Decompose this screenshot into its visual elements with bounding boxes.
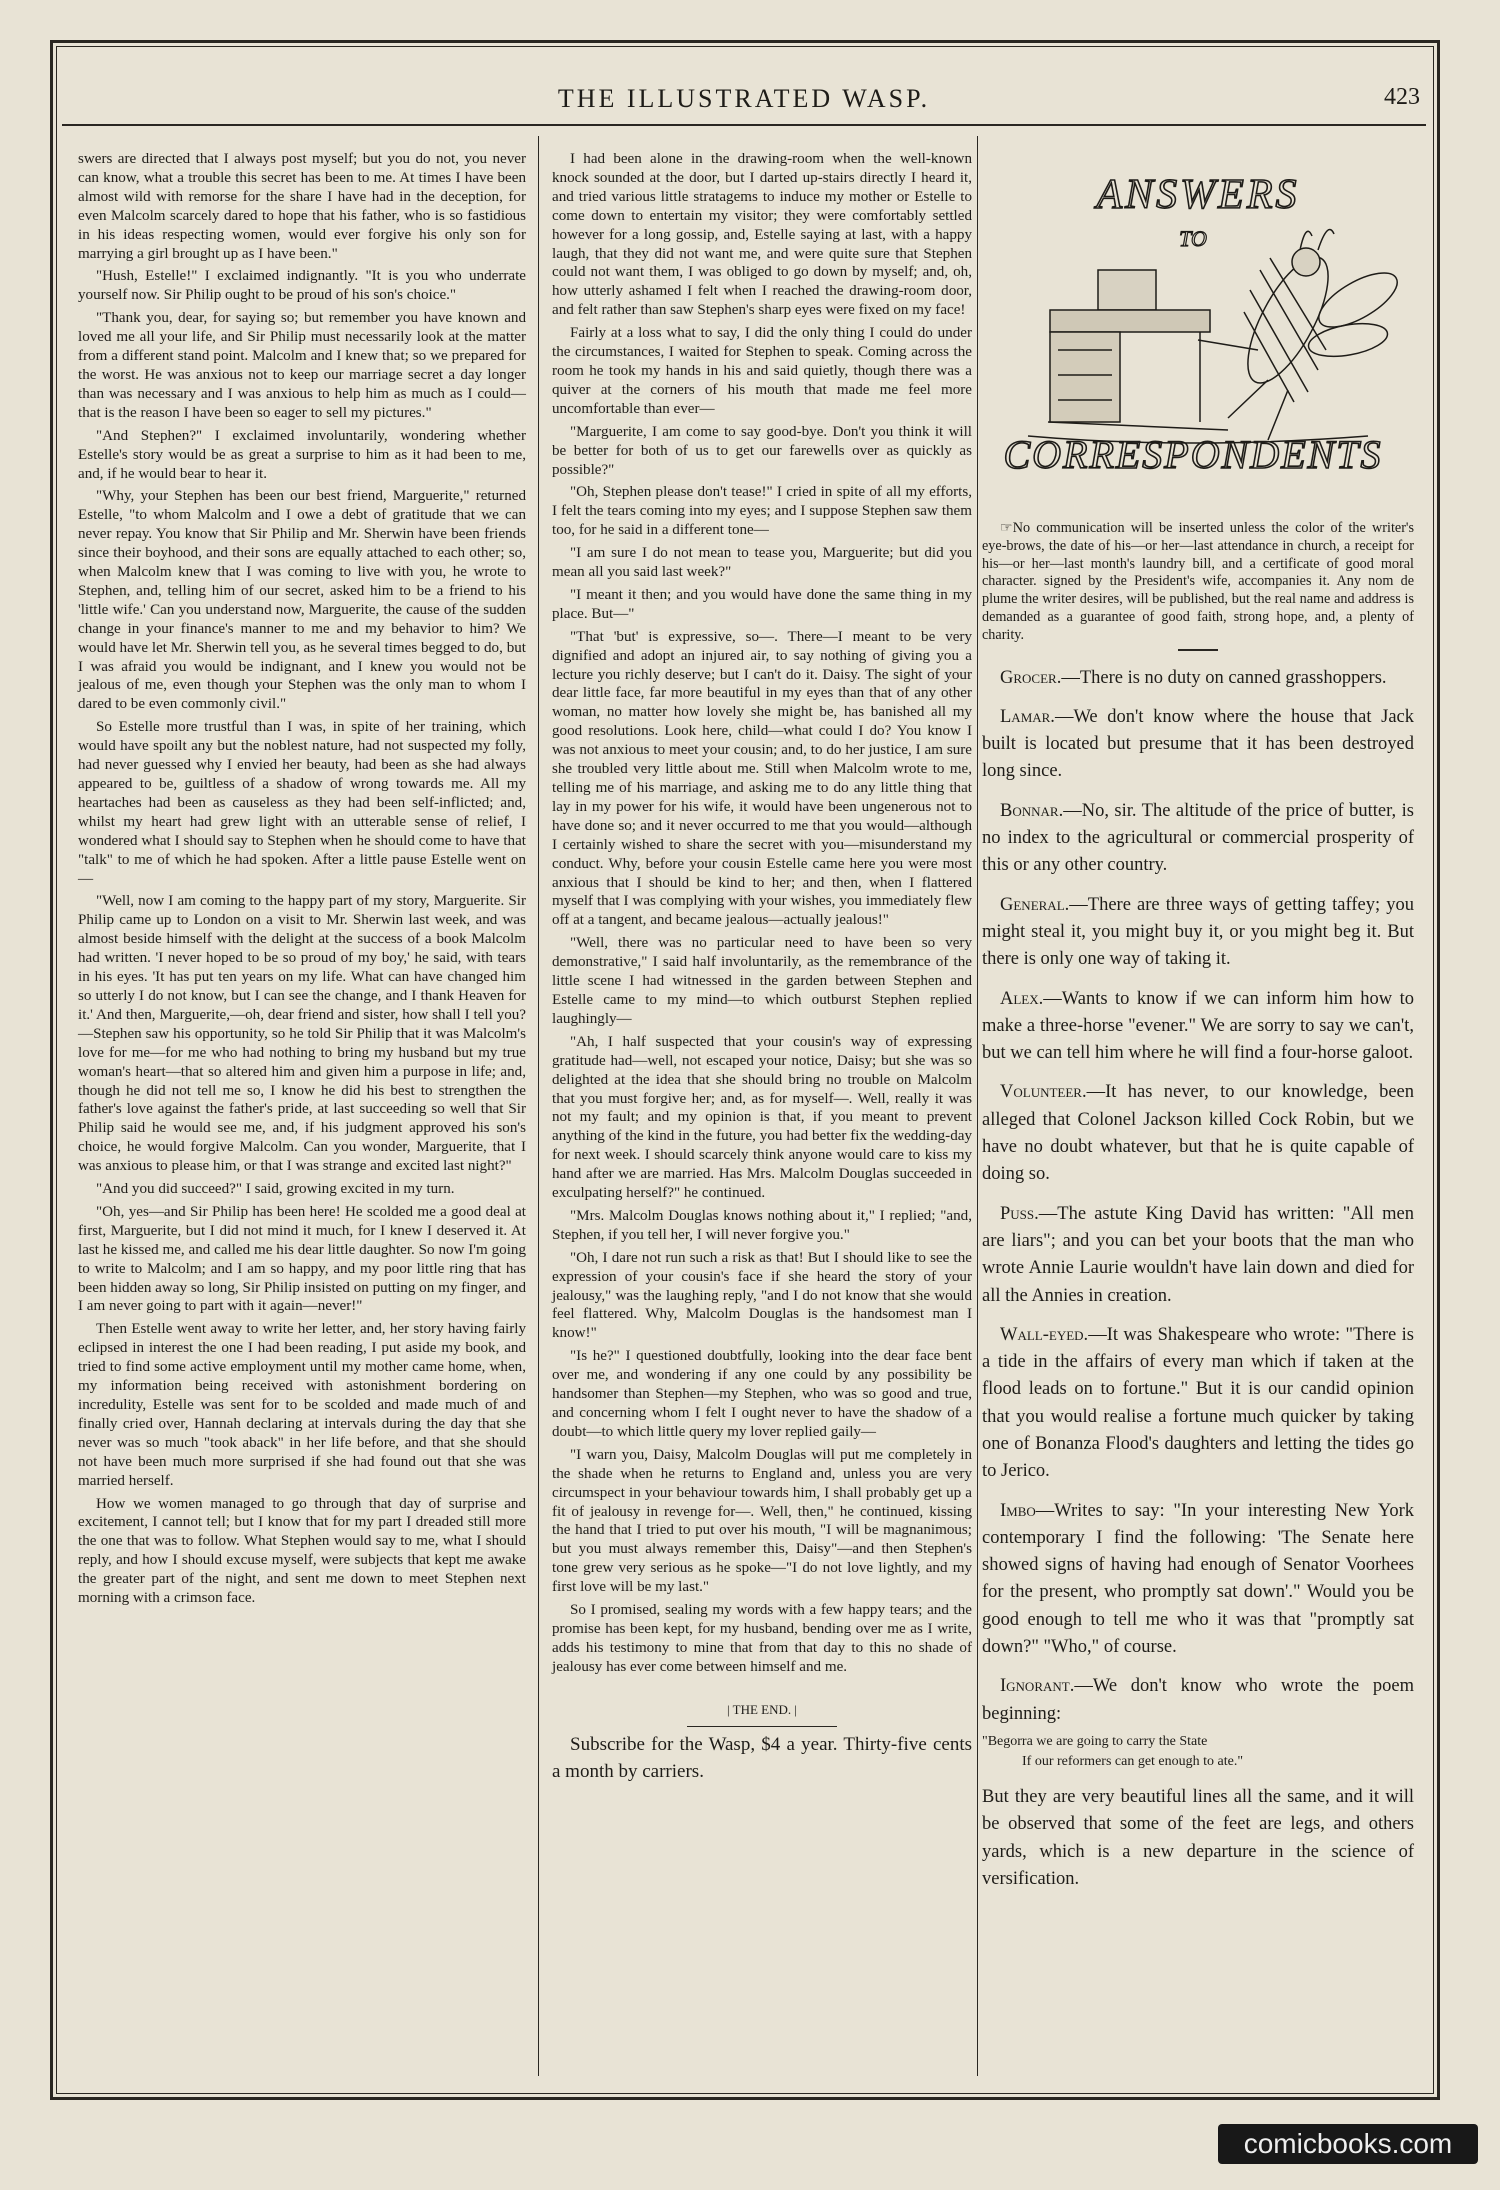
poem-line: "Begorra we are going to carry the State	[982, 1733, 1208, 1749]
poem-line: If our reformers can get enough to ate."	[1022, 1753, 1244, 1769]
answer-item	[982, 1079, 1414, 1188]
page-header	[62, 82, 1426, 126]
answer-text: —There are three ways of getting taffey; you might steal it, you might buy it, or you might beg it. But there is only one way of taking it.	[982, 894, 1414, 970]
answer-text: —The astute King David has written: "All men are liars"; and you can bet your boots that the man who wrote Annie Laurie wouldn't have lain down and died for all the Annies in creation.	[982, 1203, 1414, 1306]
answer-item	[982, 665, 1414, 692]
correspondent-name: Imbo	[1000, 1500, 1036, 1521]
story-column-left	[78, 150, 526, 1612]
site-watermark: comicbooks.com	[1218, 2124, 1478, 2164]
answer-text: —It was Shakespeare who wrote: "There is a tide in the affairs of every man which if taken at the flood leads on to fortune." But it is our candid opinion that you would realise a fortune much quicker by taking one of Bonanza Flood's daughters and letting the tides go to Jerico.	[982, 1324, 1414, 1482]
page-number: 423	[1384, 84, 1420, 110]
answer-text: —No, sir. The altitude of the price of butter, is no index to the agricultural or commercial prosperity of this or any other country.	[982, 800, 1414, 876]
correspondent-name: Lamar.	[1000, 706, 1055, 727]
answer-text: —Wants to know if we can inform him how to make a three-horse "evener." We are sorry to say we can't, but we can tell him where he will find a four-horse galoot.	[982, 988, 1414, 1064]
answer-text: —There is no duty on canned grasshoppers.	[1061, 667, 1387, 688]
wasp-at-desk-illustration	[988, 150, 1398, 510]
correspondent-name: General.	[1000, 894, 1070, 915]
answer-text: —We don't know who wrote the poem beginning:	[982, 1676, 1414, 1724]
story-column-middle	[552, 150, 972, 1789]
answer-item	[982, 892, 1414, 974]
answer-item	[982, 1498, 1414, 1662]
submission-policy-notice: ☞No communication will be inserted unless the color of the writer's eye-brows, the date of his—or her—last attendance in church, a receipt for his—or her—last month's laundry bill, and a certificate of good moral character. signed by the President's wife, accompanies it. Any nom de plume the writer desires, will be published, but the real name and address is demanded as a guarantee of good faith, strong hope, and, a plenty of charity.	[982, 520, 1414, 643]
correspondent-name: Puss.	[1000, 1203, 1039, 1224]
masthead-title: THE ILLUSTRATED WASP.	[557, 84, 931, 113]
paragraph: So Estelle more trustful than I was, in spite of her training, which would have spoilt any but the noblest nature, had not suspected my folly, had never guessed why I envied her beauty, had been as she had always appeared to be, guiltless of a shadow of wrong towards me. All my heartaches had been as causeless as they had been self-inflicted; and, whilst my heart had grew light with an utterable sense of relief, I wondered what I should say to Stephen when he should come to have that "talk" to me of which he had spoken. After a little pause Estelle went on—	[78, 719, 526, 887]
paragraph: "Ah, I half suspected that your cousin's way of expressing gratitude had—well, not escaped your notice, Daisy; but she was so delighted at the idea that she should bring no trouble on Malcolm that you must forgive her; and, as for myself—. Well, really it was not my fault; and my opinion is that, if you meant to prevent anything of the kind in the future, you had better fix the wedding-day for next week. I should scarcely think anyone would care to kiss my hand after we are married. Has Mrs. Malcolm Douglas succeeded in exculpating herself?" he continued.	[552, 1033, 972, 1202]
paragraph: So I promised, sealing my words with a few happy tears; and the promise has been kept, for my husband, bending over me as I write, adds his testimony to mine that from that day to this no shade of jealousy has ever come between himself and me.	[552, 1602, 972, 1675]
paragraph: "Why, your Stephen has been our best friend, Marguerite," returned Estelle, "to whom Malcolm and I owe a debt of gratitude that we can never repay. You know that Sir Philip and Mr. Sherwin have been friends since their boyhood, and their sons are equally attached to each other; so, when Malcolm knew that I was coming to live with you, he wrote to Stephen, and, telling him of our secret, asked him to be a friend to his 'little wife.' Can you understand now, Marguerite, the cause of the sudden change in your finance's manner to me and my behavior to him? We would have let Mr. Sherwin tell you, as he several times begged to do, but I was afraid you would be indignant, and I knew you would not be jealous of me, even though your Stephen was the only man to whom I dared to be even commonly civil."	[78, 488, 526, 713]
paragraph: "I warn you, Daisy, Malcolm Douglas will put me completely in the shade when he returns to England and, unless you are very circumspect in your behaviour towards him, I shall probably get up a fit of jealousy in revenge for—. Well, then," he continued, kissing the hand that I tried to put over his mouth, "I will be magnanimous; but you must always remember this, Daisy"—and then Stephen's tone grew very serious as he spoke—"I do not love lightly, and my first love will be my last."	[552, 1446, 972, 1596]
the-end-marker: | THE END. |	[727, 1701, 797, 1717]
paragraph: "I meant it then; and you would have done the same thing in my place. But—"	[552, 586, 972, 622]
answer-item	[982, 1673, 1414, 1728]
paragraph: "Is he?" I questioned doubtfully, looking into the dear face bent over me, and wondering if any one could by any possibility be handsomer than Stephen—my Stephen, who was so good and true, and concerning whom I felt I ought never to have the shadow of a doubt—to which little query my lover replied gaily—	[552, 1348, 972, 1440]
answer-text: —We don't know where the house that Jack built is located but presume that it has been destroyed long since.	[982, 706, 1414, 782]
paragraph: "Well, now I am coming to the happy part of my story, Marguerite. Sir Philip came up to London on a visit to Mr. Sherwin last week, and was almost beside himself with the delight at the success of a book Malcolm had written. 'I never hoped to be so proud of my boy,' he said, with tears in his eyes. 'It has put ten years on my life. What can have changed him so utterly I do not know, but I can see the change, and I thank Heaven for it.' And then, Marguerite,—oh, dear friend and sister, how shall I tell you?—Stephen saw his opportunity, so he told Sir Philip that it was Malcolm's love for me—for me who had nothing to bring my husband but my true woman's heart—that so altered him and given him a purpose in life; and, though he did not tell me so, I know he did his best to strengthen the father's love against the father's pride, at last succeeding so well that Sir Philip said he would see me, and, if his judgment approved his son's choice, he would forgive Malcolm. Can you wonder, Marguerite, that I was anxious to please him, or that I was strange and excited last night?"	[78, 893, 526, 1175]
paragraph: Then Estelle went away to write her letter, and, her story having fairly eclipsed in interest the one I had been reading, I put aside my book, and tried to find some active employment until my mother came home, when, my information being received with astonishment bordering on incredulity, Estelle was sent for to be scolded and made much of and finally cried over, Hannah declaring at intervals during the day that she never was so much "took aback" in her life before, and that she should not have been much more surprised if she had found out that she was married herself.	[78, 1321, 526, 1489]
word-correspondents: CORRESPONDENTS	[1003, 432, 1383, 477]
paragraph: "Mrs. Malcolm Douglas knows nothing about it," I replied; "and, Stephen, if you tell her, I will never forgive you."	[552, 1207, 972, 1243]
paragraph: "Oh, I dare not run such a risk as that! But I should like to see the expression of your cousin's face if she heard the story of your jealousy," was the laughing reply, "and I do not know that she would feel flattered. Why, Malcolm Douglas is the handsomest man I know!"	[552, 1249, 972, 1342]
answer-item	[982, 986, 1414, 1068]
paragraph: "Oh, Stephen please don't tease!" I cried in spite of all my efforts, I felt the tears coming into my eyes; and I suppose Stephen saw them too, for he said in a different tone—	[552, 484, 972, 539]
correspondent-name: Ignorant.	[1000, 1676, 1075, 1697]
paragraph: "Thank you, dear, for saying so; but remember you have known and loved me all your life, and Sir Philip must necessarily look at the matter from a different stand point. Malcolm and I knew that; so we prepared for the worst. He was anxious not to keep our marriage secret a day longer than was necessary and I was anxious to help him as much as I could—that is the reason I have been so eager to sell my pictures."	[78, 310, 526, 421]
paragraph: "That 'but' is expressive, so—. There—I meant to be very dignified and adopt an injured air, to say nothing of giving you a lecture you richly deserve; but I can't do it. Daisy. The sight of your dear little face, far more beautiful in my eyes than that of any other woman, no matter how lovely she might be, has banished all my good resolutions. Look here, child—what could I do? You know I was not anxious to meet your cousin; and, to do her justice, I am sure she troubled very little about me. Still when Malcolm wrote to me, telling me of his marriage, and asking me to do any little thing that lay in my power for his wife, it would have been ungenerous not to have done so; and it never occurred to me that you would—although I certainly wished to share the secret with you—misunderstand my conduct. Why, before your cousin Estelle came here you were most anxious that I should be kind to her; and then, when I flattered myself that I was complying with your wishes, you immediately flew off at a tangent, and became jealous—actually jealous!"	[552, 628, 972, 929]
answers-to-correspondents-illustration	[988, 150, 1398, 510]
paragraph: swers are directed that I always post myself; but you do not, you never can know, what a trouble this secret has been to me. At times I have been almost wild with remorse for the share I have had in the deception, for even Malcolm scarcely dared to hope that his father, who is so fastidious in his ideas respecting women, would ever forgive his only son for marrying a girl brought up as I have been."	[78, 151, 526, 262]
paragraph: "And you did succeed?" I said, growing excited in my turn.	[96, 1181, 455, 1198]
correspondent-name: Volunteer.	[1000, 1082, 1087, 1103]
paragraph: "Hush, Estelle!" I exclaimed indignantly. "It is you who underrate yourself now. Sir Philip ought to be proud of his son's choice."	[78, 268, 526, 304]
paragraph: "Oh, yes—and Sir Philip has been here! He scolded me a good deal at first, Marguerite, but I did not mind it much, for I knew I deserved it. At last he kissed me, and called me his dear little daughter. So now I'm going to write to Malcolm; and I am so happy, and my poor little ring that has been hidden away so long, Sir Philip insisted on putting on my finger, and I am never going to part with it again—never!"	[78, 1203, 526, 1315]
column-rule	[977, 136, 978, 2076]
answer-item	[982, 1322, 1414, 1486]
closing-paragraph: But they are very beautiful lines all the same, and it will be observed that some of the feet are legs, and others yards, which is a new departure in the science of versification.	[982, 1786, 1414, 1889]
divider	[1178, 649, 1218, 651]
answer-item	[982, 798, 1414, 880]
word-to: TO	[1179, 226, 1207, 251]
paragraph: "I am sure I do not mean to tease you, Marguerite; but did you mean all you said last week?"	[552, 545, 972, 581]
subscription-notice: Subscribe for the Wasp, $4 a year. Thirty-five cents a month by carriers.	[552, 1733, 972, 1782]
answer-item	[982, 1201, 1414, 1310]
answers-list	[982, 665, 1414, 1894]
paragraph: "Marguerite, I am come to say good-bye. Don't you think it will be better for both of us to get our farewells over as quickly as possible?"	[552, 423, 972, 478]
correspondent-name: Wall-eyed.	[1000, 1324, 1089, 1345]
wasp-figure	[1198, 230, 1398, 440]
paragraph: "Well, there was no particular need to have been so very demonstrative," I said half involuntarily, as the remembrance of the little scene I had witnessed in the garden between Stephen and Estelle came to my mind—to which outburst Stephen replied laughingly—	[552, 935, 972, 1027]
paragraph: How we women managed to go through that day of surprise and excitement, I cannot tell; but I know that for my part I dreaded still more the one that was to follow. What Stephen would say to me, what I should reply, and how I should excuse myself, were subjects that kept me awake the greater part of the night, and sent me down to meet Stephen next morning with a crimson face.	[78, 1495, 526, 1607]
answer-text: —Writes to say: "In your interesting New York contemporary I find the following: 'The Senate here showed signs of having had enough of Senator Voorhees for the present, who promptly sat down'." Would you be good enough to tell me who it was that "promptly sat down?" "Who," of course.	[982, 1500, 1414, 1658]
correspondent-name: Alex.	[1000, 988, 1044, 1009]
paragraph: "And Stephen?" I exclaimed involuntarily, wondering whether Estelle's story would be as great a surprise to him as it had been to me, and, if he would bear to hear it.	[78, 427, 526, 482]
correspondent-name: Grocer.	[1000, 667, 1062, 688]
paragraph: Fairly at a loss what to say, I did the only thing I could do under the circumstances, I waited for Stephen to speak. Coming across the room he took my hands in his and said quietly, though there was a quiver at the corners of his mouth that made me feel more uncomfortable than ever—	[552, 325, 972, 417]
divider	[687, 1726, 837, 1727]
paragraph: I had been alone in the drawing-room when the well-known knock sounded at the door, but I darted up-stairs directly I heard it, and tried various little stratagems to induce my mother or Estelle to come down to entertain my visitor; they were comfortably settled however for a long gossip, and, Estelle saying at last, with a happy laugh, that they did not want me, and were quite sure that Stephen could not want them, I was obliged to go down by myself; and, oh, how utterly ashamed I felt when I reached the drawing-room door, and felt rather than saw Stephen's sharp eyes were fixed on my face!	[552, 151, 972, 319]
word-answers: ANSWERS	[1096, 172, 1300, 218]
answer-text: —It has never, to our knowledge, been alleged that Colonel Jackson killed Cock Robin, but we have no doubt whatever, but that he is quite capable of doing so.	[982, 1082, 1414, 1185]
correspondent-name: Bonnar.	[1000, 800, 1064, 821]
answers-column	[982, 150, 1414, 1905]
column-rule	[538, 136, 539, 2076]
answer-item	[982, 704, 1414, 786]
